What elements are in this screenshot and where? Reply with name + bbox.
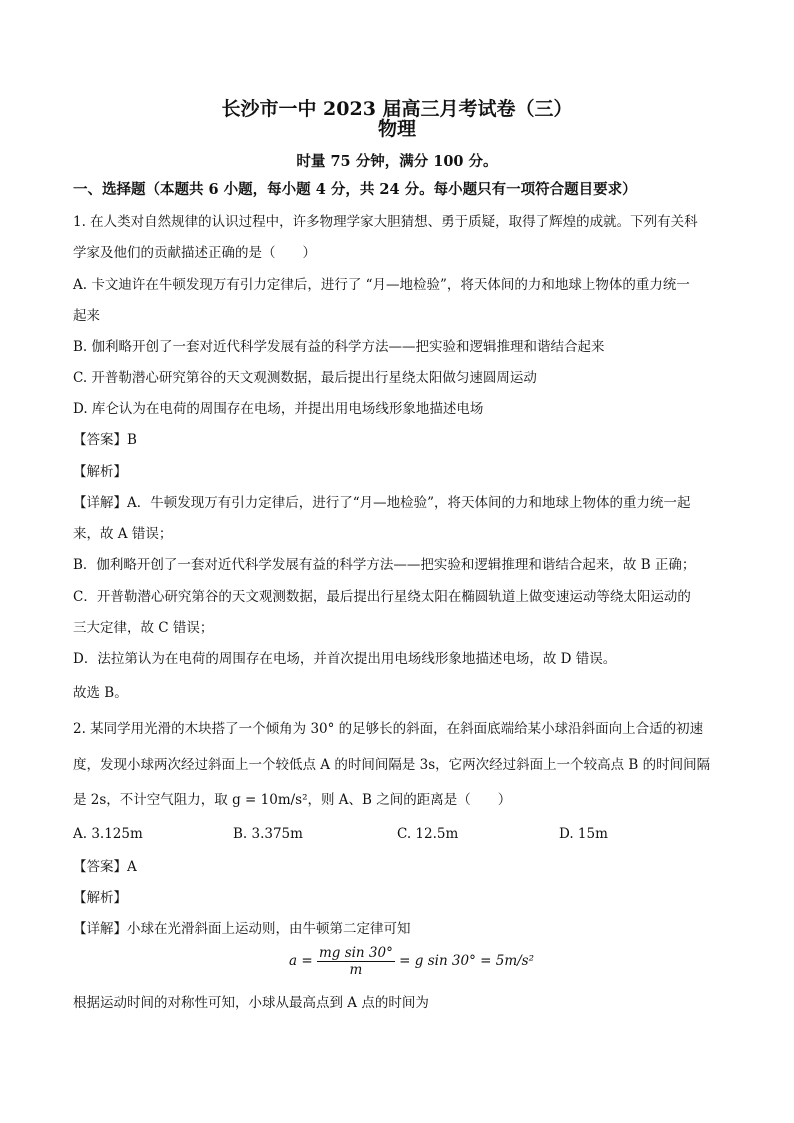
q2-detail-line1: 【详解】小球在光滑斜面上运动则，由牛顿第二定律可知	[73, 921, 411, 937]
q1-stem-line1: 1. 在人类对自然规律的认识过程中，许多物理学家大胆猜想、勇于质疑，取得了辉煌的成就。下列有关科	[73, 214, 698, 230]
q1-detail-line3: B．伽利略开创了一套对近代科学发展有益的科学方法——把实验和逻辑推理和谐结合起来，故 B 正确；	[73, 557, 696, 573]
q1-option-b: B. 伽利略开创了一套对近代科学发展有益的科学方法——把实验和逻辑推理和谐结合起来	[73, 339, 605, 355]
equation-rhs: = g sin 30° = 5m/s²	[399, 953, 535, 969]
q1-detail-line4: C．开普勒潜心研究第谷的天文观测数据，最后提出行星绕太阳在椭圆轨道上做变速运动等绕太阳运动的	[73, 589, 691, 605]
q2-option-d: D. 15m	[559, 826, 608, 842]
q2-stem-line1: 2. 某同学用光滑的木块搭了一个倾角为 30° 的足够长的斜面，在斜面底端给某小球沿斜面向上合适的初速	[73, 721, 704, 737]
q1-option-a-line1: A. 卡文迪许在牛顿发现万有引力定律后，进行了 “月—地检验”，将天体间的力和地球上物体的重力统一	[73, 277, 690, 293]
q1-detail-line6: D．法拉第认为在电荷的周围存在电场，并首次提出用电场线形象地描述电场，故 D 错误。	[73, 651, 617, 667]
q2-detail-line2: 根据运动时间的对称性可知，小球从最高点到 A 点的时间为	[73, 995, 429, 1011]
section-heading: 一、选择题（本题共 6 小题，每小题 4 分，共 24 分。每小题只有一项符合题目要求）	[73, 181, 637, 198]
exam-time-info: 时量 75 分钟，满分 100 分。	[296, 153, 498, 170]
q1-detail-line1: 【详解】A．牛顿发现万有引力定律后，进行了“月—地检验”，将天体间的力和地球上物体的重力统一起	[73, 495, 691, 511]
equation-denominator: m	[349, 962, 363, 978]
equation-lhs: a =	[289, 953, 313, 969]
q2-analysis-label: 【解析】	[73, 890, 127, 906]
q2-answer: 【答案】A	[73, 859, 137, 875]
equation-numerator: mg sin 30°	[318, 945, 393, 961]
q1-detail-line5: 三大定律，故 C 错误；	[73, 620, 214, 636]
q2-option-b: B. 3.375m	[233, 826, 303, 842]
q2-option-a: A. 3.125m	[73, 826, 143, 842]
q2-option-c: C. 12.5m	[397, 826, 459, 842]
q1-stem-line2: 学家及他们的贡献描述正确的是（ ）	[73, 245, 316, 261]
equation-fraction	[317, 945, 395, 978]
q2-stem-line3: 是 2s，不计空气阻力，取 g = 10m/s²，则 A、B 之间的距离是（ ）	[73, 792, 512, 808]
q2-stem-line2: 度，发现小球两次经过斜面上一个较低点 A 的时间间隔是 3s，它两次经过斜面上一个较高点 B 的时间间隔	[73, 757, 711, 773]
q1-option-c: C. 开普勒潜心研究第谷的天文观测数据，最后提出行星绕太阳做匀速圆周运动	[73, 370, 537, 386]
q1-conclusion: 故选 B。	[73, 685, 128, 701]
q1-analysis-label: 【解析】	[73, 464, 127, 480]
q1-answer: 【答案】B	[73, 432, 137, 448]
q1-option-a-line2: 起来	[73, 308, 100, 324]
q1-option-d: D. 库仑认为在电荷的周围存在电场，并提出用电场线形象地描述电场	[73, 401, 484, 417]
q1-detail-line2: 来，故 A 错误；	[73, 526, 173, 542]
q2-equation	[289, 945, 534, 978]
exam-title: 长沙市一中 2023 届高三月考试卷（三）	[221, 98, 573, 120]
exam-subject: 物理	[377, 118, 416, 140]
